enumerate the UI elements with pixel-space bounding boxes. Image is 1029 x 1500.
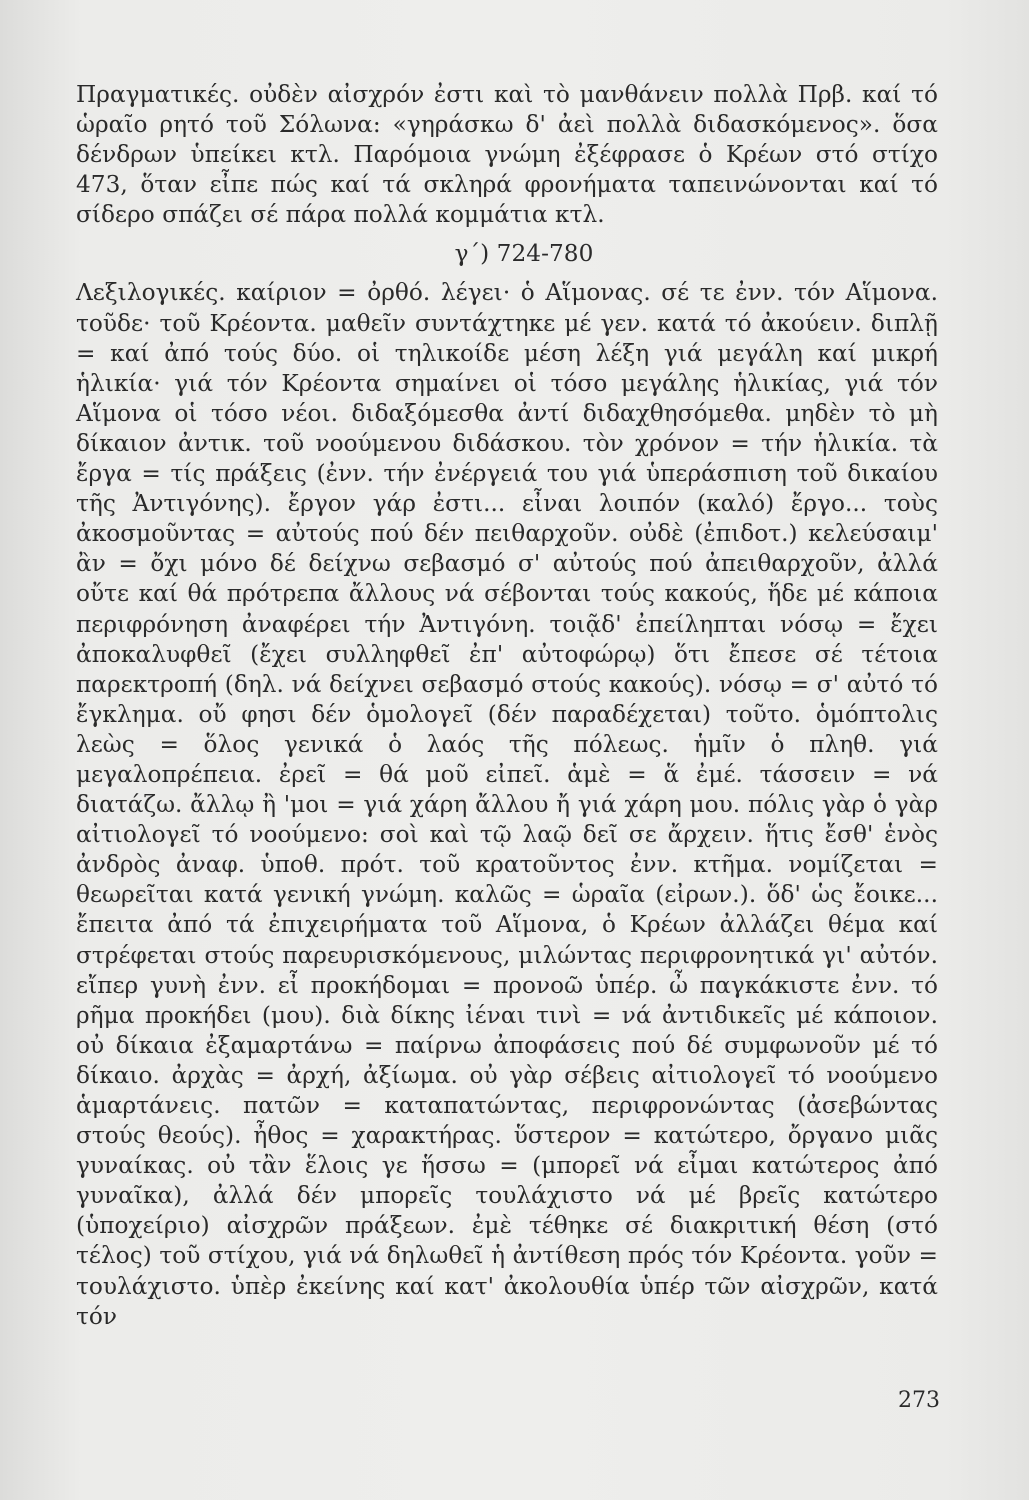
text-block: [76, 80, 938, 1332]
paragraph-lexilogikes: Λεξιλογικές. καίριον = ὀρθό. λέγει· ὁ Αἵμονας. σέ τε ἐνν. τόν Αἵμονα. τοῦδε· τοῦ Κρέοντα. μαθεῖν συντάχτηκε μέ γεν. κατά τό ἀκούειν. διπλῇ = καί ἀπό τούς δύο. οἱ τηλικοίδε μέση λέξη γιά μεγάλη καί μικρή ἡλικία· γιά τόν Κρέοντα σημαίνει οἱ τόσο μεγάλης ἡλικίας, γιά τόν Αἵμονα οἱ τόσο νέοι. διδαξόμεσθα ἀντί διδαχθησόμεθα. μηδὲν τὸ μὴ δίκαιον ἀντικ. τοῦ νοούμενου διδάσκου. τὸν χρόνον = τήν ἡλικία. τὰ ἔργα = τίς πράξεις (ἐνν. τήν ἐνέργειά του γιά ὑπεράσπιση τοῦ δικαίου τῆς Ἀντιγόνης). ἔργον γάρ ἐστι... εἶναι λοιπόν (καλό) ἔργο... τοὺς ἀκοσμοῦντας = αὐτούς πού δέν πειθαρχοῦν. οὐδὲ (ἐπιδοτ.) κελεύσαιμ' ἂν = ὄχι μόνο δέ δείχνω σεβασμό σ' αὐτούς πού ἀπειθαρχοῦν, ἀλλά οὔτε καί θά πρότρεπα ἄλλους νά σέβονται τούς κακούς, ἥδε μέ κάποια περιφρόνηση ἀναφέρει τήν Ἀντιγόνη. τοιᾷδ' ἐπείληπται νόσῳ = ἔχει ἀποκαλυφθεῖ (ἔχει συλληφθεῖ ἐπ' αὐτοφώρῳ) ὅτι ἔπεσε σέ τέτοια παρεκτροπή (δηλ. νά δείχνει σεβασμό στούς κακούς). νόσῳ = σ' αὐτό τό ἔγκλημα. οὔ φησι δέν ὁμολογεῖ (δέν παραδέχεται) τοῦτο. ὁμόπτολις λεὼς = ὅλος γενικά ὁ λαός τῆς πόλεως. ἡμῖν ὁ πληθ. γιά μεγαλοπρέπεια. ἐρεῖ = θά μοῦ εἰπεῖ. ἁμὲ = ἅ ἐμέ. τάσσειν = νά διατάζω. ἄλλῳ ἢ 'μοι = γιά χάρη ἄλλου ἤ γιά χάρη μου. πόλις γὰρ ὁ γὰρ αἰτιολογεῖ τό νοούμενο: σοὶ καὶ τῷ λαῷ δεῖ σε ἄρχειν. ἥτις ἔσθ' ἑνὸς ἀνδρὸς ἀναφ. ὑποθ. πρότ. τοῦ κρατοῦντος ἐνν. κτῆμα. νομίζεται = θεωρεῖται κατά γενική γνώμη. καλῶς = ὡραῖα (εἰρων.). ὅδ' ὡς ἔοικε... ἔπειτα ἀπό τά ἐπιχειρήματα τοῦ Αἵμονα, ὁ Κρέων ἀλλάζει θέμα καί στρέφεται στούς παρευρισκόμενους, μιλώντας περιφρονητικά γι' αὐτόν. εἴπερ γυνὴ ἐνν. εἶ προκήδομαι = προνοῶ ὑπέρ. ὦ παγκάκιστε ἐνν. τό ρῆμα προκήδει (μου). διὰ δίκης ἰέναι τινὶ = νά ἀντιδικεῖς μέ κάποιον. οὐ δίκαια ἐξαμαρτάνω = παίρνω ἀποφάσεις πού δέ συμφωνοῦν μέ τό δίκαιο. ἀρχὰς = ἀρχή, ἀξίωμα. οὐ γὰρ σέβεις αἰτιολογεῖ τό νοούμενο ἁμαρτάνεις. πατῶν = καταπατώντας, περιφρονώντας (ἀσεβώντας στούς θεούς). ἦθος = χαρακτήρας. ὕστερον = κατώτερο, ὄργανο μιᾶς γυναίκας. οὐ τἂν ἕλοις γε ἥσσω = (μπορεῖ νά εἶμαι κατώτερος ἀπό γυναῖκα), ἀλλά δέν μπορεῖς τουλάχιστο νά μέ βρεῖς κατώτερο (ὑποχείριο) αἰσχρῶν πράξεων. ἐμὲ τέθηκε σέ διακριτική θέση (στό τέλος) τοῦ στίχου, γιά νά δηλωθεῖ ἡ ἀντίθεση πρός τόν Κρέοντα. γοῦν = τουλάχιστο. ὑπὲρ ἐκείνης καί κατ' ἀκολουθία ὑπέρ τῶν αἰσχρῶν, κατά τόν: [76, 279, 938, 1330]
section-heading: γ΄) 724-780: [454, 240, 594, 268]
paragraph-pragmatikes: Πραγματικές. οὐδὲν αἰσχρόν ἐστι καὶ τὸ μανθάνειν πολλὰ Πρβ. καί τό ὡραῖο ρητό τοῦ Σόλωνα: «γηράσκω δ' ἀεὶ πολλὰ διδασκόμενος». ὅσα δένδρων ὑπείκει κτλ. Παρόμοια γνώμη ἐξέφρασε ὁ Κρέων στό στίχο 473, ὅταν εἶπε πώς καί τά σκληρά φρονήματα ταπεινώνονται καί τό σίδερο σπάζει σέ πάρα πολλά κομμάτια κτλ.: [76, 81, 938, 229]
page-number: 273: [898, 1388, 940, 1413]
